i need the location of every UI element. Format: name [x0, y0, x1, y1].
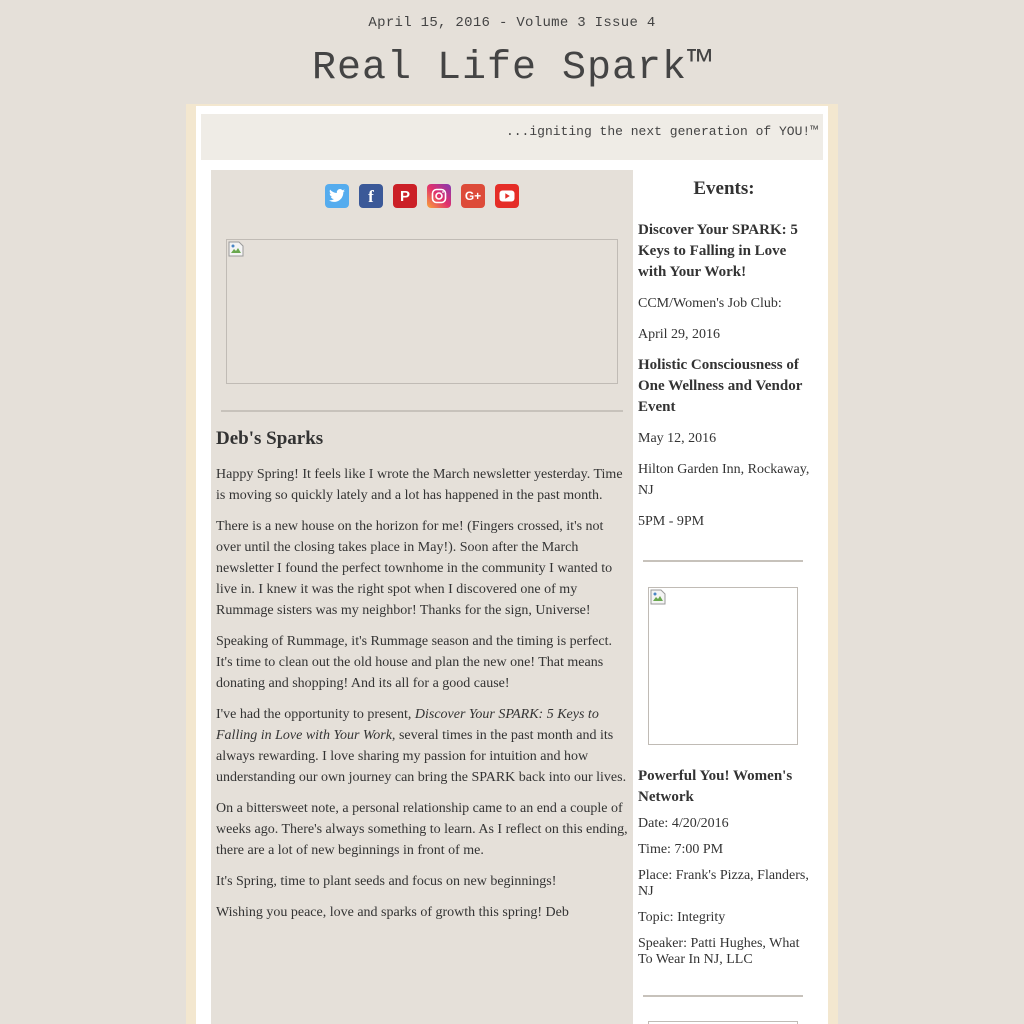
events-divider	[643, 995, 803, 997]
event-image-placeholder	[648, 587, 798, 745]
event-date: May 12, 2016	[638, 431, 717, 446]
network-topic: Topic: Integrity	[638, 910, 726, 925]
youtube-icon[interactable]	[495, 184, 519, 208]
letter-paragraph: Happy Spring! It feels like I wrote the March newsletter yesterday. Time is moving so quickly lately and a lot has happened in the past month.	[216, 467, 623, 503]
event-location: Hilton Garden Inn, Rockaway, NJ	[638, 462, 810, 498]
broken-image-icon	[650, 589, 666, 605]
letter-heading: Deb's Sparks	[216, 428, 324, 449]
network-place: Place: Frank's Pizza, Flanders, NJ	[638, 868, 809, 899]
event-time: 5PM - 9PM	[638, 514, 705, 529]
banner-image-placeholder	[226, 239, 618, 384]
google-plus-icon[interactable]: G+	[461, 184, 485, 208]
newsletter-title: Real Life Spark™	[311, 46, 713, 91]
events-column	[638, 170, 810, 532]
letter-paragraph: There is a new house on the horizon for me! (Fingers crossed, it's not over until the closing takes place in May!). Soon after the March newsletter I found the perfect townhome in the community I wanted to live in. I knew it was the right spot when I discovered one of my Rummage sisters was my neighbor! Thanks for the sign, Universe!	[216, 519, 613, 618]
network-event	[638, 766, 810, 968]
facebook-icon[interactable]: f	[359, 184, 383, 208]
events-heading: Events:	[693, 178, 755, 199]
main-column	[211, 170, 633, 1024]
broken-image-icon	[228, 241, 244, 257]
section-divider	[221, 410, 623, 412]
letter-paragraph: Speaking of Rummage, it's Rummage season and the timing is perfect. It's time to clean out the old house and plan the new one! That means donating and shopping! And its all for a good cause!	[216, 634, 612, 691]
network-time: Time: 7:00 PM	[638, 842, 724, 857]
instagram-icon[interactable]	[427, 184, 451, 208]
event-title: Holistic Consciousness of One Wellness and Vendor Event	[638, 357, 803, 415]
letter-text: I've had the opportunity to present,	[216, 707, 415, 722]
social-links	[211, 184, 633, 208]
network-title: Powerful You! Women's Network	[638, 768, 793, 805]
talk-title: Discover Your SPARK: 5 Keys to Falling in Love with Your Work,	[216, 707, 599, 743]
letter-paragraph: Wishing you peace, love and sparks of growth this spring! Deb	[216, 905, 569, 920]
event-date: April 29, 2016	[638, 327, 721, 342]
letter-paragraph: It's Spring, time to plant seeds and focus on new beginnings!	[216, 874, 557, 889]
issue-dateline: April 15, 2016 - Volume 3 Issue 4	[368, 15, 656, 31]
letter-paragraph	[216, 704, 630, 788]
letter-body	[216, 464, 630, 933]
letter-paragraph: On a bittersweet note, a personal relationship came to an end a couple of weeks ago. There's always something to learn. As I reflect on this ending, there are a lot of new beginnings in front of me.	[216, 801, 628, 858]
network-speaker: Speaker: Patti Hughes, What To Wear In NJ, LLC	[638, 936, 800, 967]
pinterest-icon[interactable]: P	[393, 184, 417, 208]
event-title: Discover Your SPARK: 5 Keys to Falling in Love with Your Work!	[638, 222, 798, 280]
event-organizer: CCM/Women's Job Club:	[638, 296, 782, 311]
letter-text: several times in the past month and its always rewarding. I love sharing my passion for intuition and how understanding our own journey can bring the SPARK back into our lives.	[216, 728, 627, 785]
events-divider	[643, 560, 803, 562]
twitter-icon[interactable]	[325, 184, 349, 208]
network-date: Date: 4/20/2016	[638, 816, 729, 831]
tagline: ...igniting the next generation of YOU!™	[505, 124, 818, 139]
